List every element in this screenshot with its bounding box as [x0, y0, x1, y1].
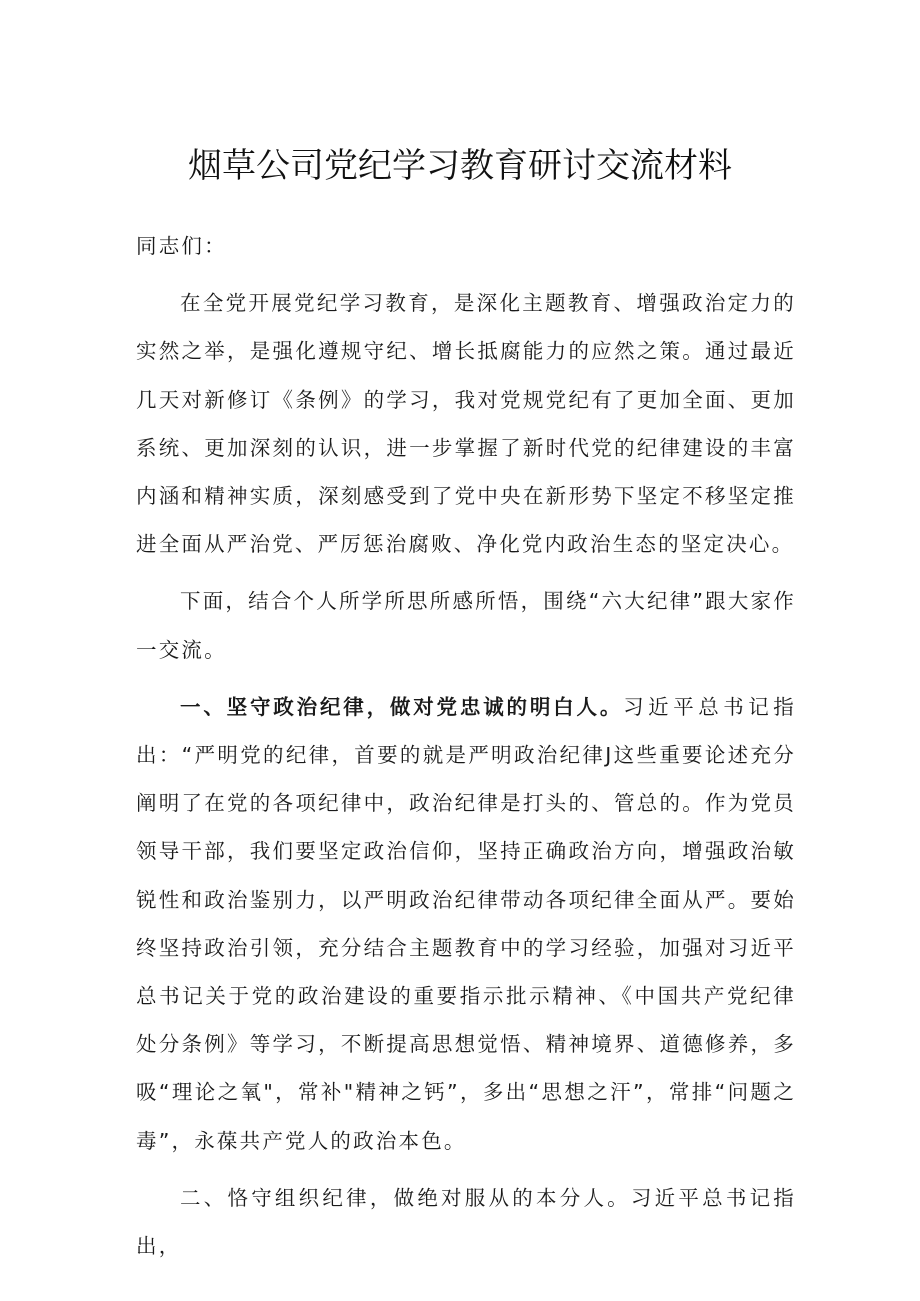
paragraph-text: 二、恪守组织纪律，做绝对服从的本分人。习近平总书记指出， [136, 1185, 796, 1259]
document-body [136, 222, 796, 1279]
paragraph-political-discipline [136, 683, 796, 1165]
salutation: 同志们： [136, 234, 227, 258]
section-heading: 一、坚守政治纪律，做对党忠诚的明白人。 [180, 694, 624, 719]
paragraph-text: 在全党开展党纪学习教育，是深化主题教育、增强政治定力的实然之举，是强化遵规守纪、增长抵腐能力的应然之策。通过最近几天对新修订《条例》的学习，我对党规党纪有了更加全面、更加系统、更加深刻的认识，进一步掌握了新时代党的纪律建设的丰富内涵和精神实质，深刻感受到了党中央在新形势下坚定不移坚定推进全面从严治党、严厉惩治腐败、净化党内政治生态的坚定决心。 [136, 291, 796, 557]
paragraph-text: 下面，结合个人所学所思所感所悟，围绕“六大纪律”跟大家作一交流。 [136, 589, 796, 662]
paragraph-text: 习近平总书记指出：“严明党的纪律，首要的就是严明政治纪律J这些重要论述充分阐明了在党的各项纪律中，政治纪律是打头的、管总的。作为党员领导干部，我们要坚定政治信仰，坚持正确政治方向，增强政治敏锐性和政治鉴别力，以严明政治纪律带动各项纪律全面从严。要始终坚持政治引领，充分结合主题教育中的学习经验，加强对习近平总书记关于党的政治建设的重要指示批示精神、《中国共产党纪律处分条例》等学习，不断提高思想觉悟、精神境界、道德修养，多吸“理论之氧"，常补"精神之钙”，多出“思想之汗”，常排“问题之毒”，永葆共产党人的政治本色。 [136, 694, 796, 1153]
document-title: 烟草公司党纪学习教育研讨交流材料 [188, 146, 732, 186]
paragraph-intro [136, 279, 796, 568]
paragraph-transition [136, 577, 796, 673]
paragraph-organizational-discipline [136, 1174, 796, 1270]
